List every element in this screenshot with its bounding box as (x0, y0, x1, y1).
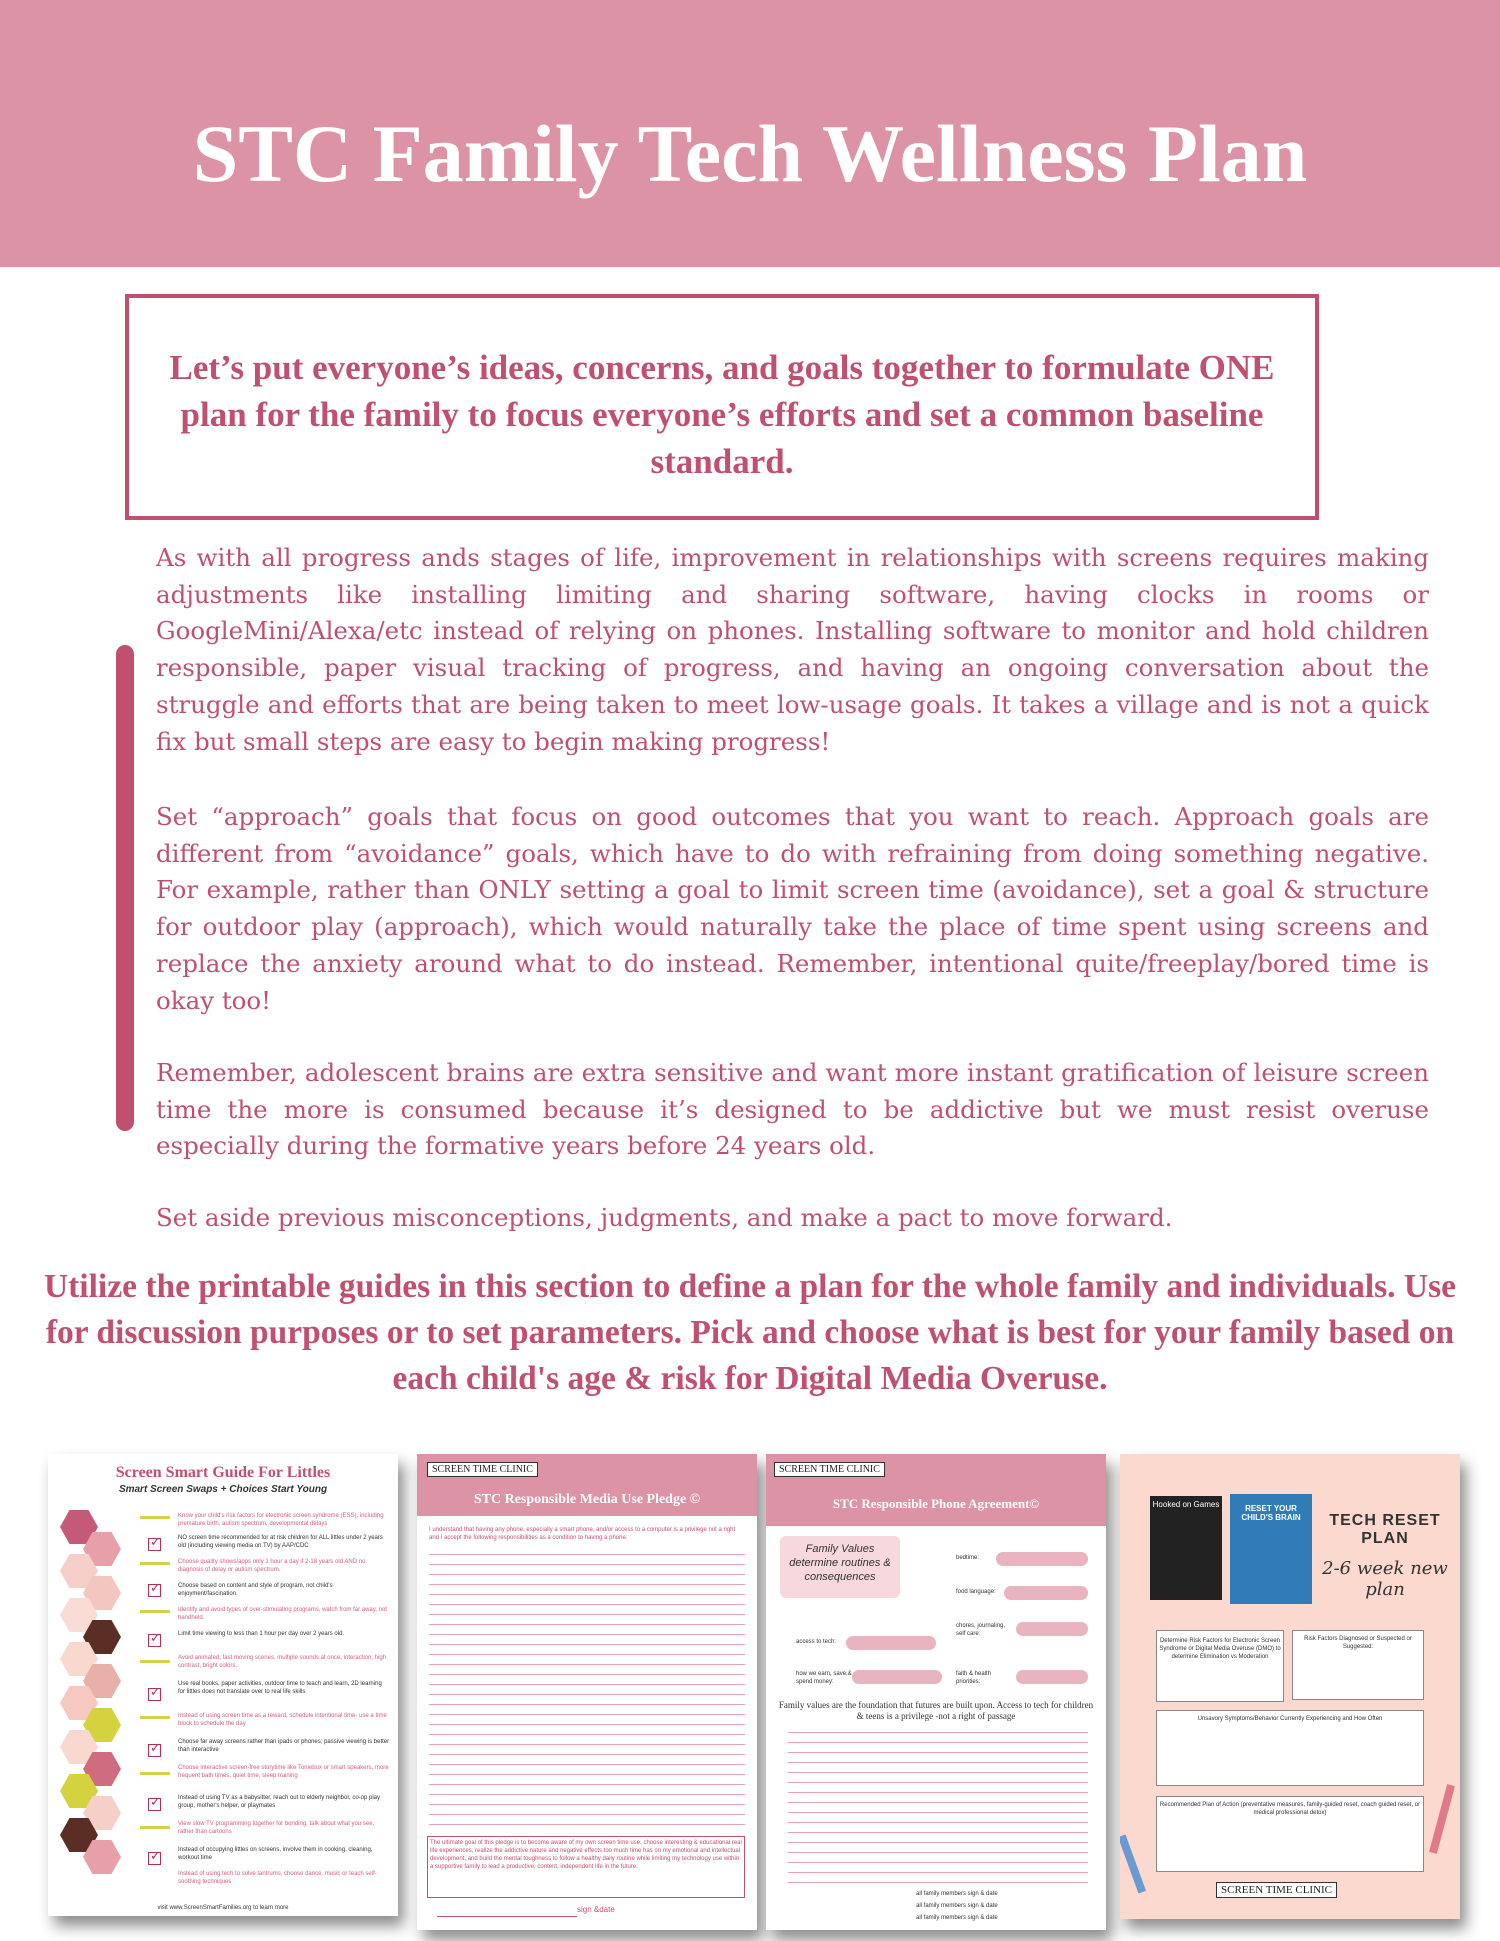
text-line (788, 1832, 1088, 1833)
book-cover-hooked-on-games (1150, 1496, 1222, 1600)
agreement-heading: Family values are the foundation that futures are built upon. Access to tech for children & teens is a privilege -not a right of passage (778, 1700, 1094, 1721)
text-line (429, 1774, 745, 1775)
page-title: STC Family Tech Wellness Plan (192, 108, 1308, 199)
signoff: all family members sign & date (916, 1903, 998, 1909)
text-line (429, 1724, 745, 1725)
reset-plan-title: TECH RESET PLAN (1329, 1512, 1441, 1547)
logo: SCREEN TIME CLINIC (427, 1462, 538, 1477)
text-line (788, 1852, 1088, 1853)
field-label: chores, journaling, self care: (956, 1623, 1006, 1637)
book-1-title: Hooked on Games (1152, 1500, 1220, 1509)
signoff: all family members sign & date (916, 1891, 998, 1897)
guide-line: Choose far away screens rather than ipads or phones; passive viewing is better than interactive (178, 1739, 390, 1753)
symptoms-box: Unsavory Symptoms/Behavior Currently Experiencing and How Often (1156, 1710, 1424, 1786)
arrow-icon (140, 1516, 170, 1519)
pledge-signature: sign &date (577, 1905, 615, 1914)
action-plan-box: Recommended Plan of Action (preventative measures, family-guided reset, coach guided reset, or medical professional detox) (1156, 1796, 1424, 1872)
checkbox-icon (148, 1634, 161, 1647)
arrow-icon (140, 1716, 170, 1719)
intro-box (125, 294, 1319, 520)
text-line (429, 1594, 745, 1595)
thumbnail-phone-agreement[interactable] (766, 1454, 1106, 1930)
text-line (429, 1814, 745, 1815)
checkbox-icon (148, 1798, 161, 1811)
field-value (846, 1636, 936, 1650)
checkbox-icon (148, 1584, 161, 1597)
thumbnail-screen-smart-guide[interactable] (48, 1454, 398, 1916)
text-line (429, 1574, 745, 1575)
guide-line: Use real books, paper activities, outdoor time to teach and learn, 2D learning for littles does not translate over to real life skills (178, 1681, 382, 1695)
thumbnail-media-pledge[interactable] (417, 1454, 757, 1930)
diagnosed-box: Risk Factors Diagnosed or Suspected or Suggested: (1292, 1630, 1424, 1700)
text-line (788, 1732, 1088, 1733)
call-to-action: Utilize the printable guides in this section to define a plan for the whole family and individuals. Use for discussion purposes or to set parameters. Pick and choose what is best for your family based on each child's age & risk for Digital Media Overuse. (43, 1268, 1457, 1397)
arrow-icon (140, 1826, 170, 1829)
text-line (429, 1754, 745, 1755)
thumbnail-tech-reset-plan[interactable] (1120, 1454, 1460, 1919)
arrow-icon (140, 1660, 170, 1663)
text-line (788, 1802, 1088, 1803)
text-line (788, 1742, 1088, 1743)
text-line (429, 1744, 745, 1745)
text-line (788, 1822, 1088, 1823)
guide-line: Choose interactive screen-free storytime like Toniebox or smart speakers, more frequent bath times, quiet time, sleep training (178, 1765, 389, 1779)
text-line (429, 1634, 745, 1635)
body-paragraph-2: Set “approach” goals that focus on good outcomes that you want to reach. Approach goals are different from “avoidance” goals, which have to do with refraining from doing something negative. For example, rather than ONLY setting a goal to limit screen time (avoidance), set a goal & structure for outdoor play (approach), which would naturally take the place of time spent using screens and replace the anxiety around what to do instead. Remember, intentional quite/freeplay/bored time is okay too! (156, 802, 1429, 1015)
guide-line: Identify and avoid types of over-stimulating programs, watch from far away, not handheld. (178, 1607, 387, 1621)
text-line (429, 1554, 745, 1555)
field-label: bedtime: (956, 1555, 980, 1561)
risk-factor-box: Determine Risk Factors for Electronic Screen Syndrome or Digital Media Overuse (DMO) to determine Elimination vs Moderation (1156, 1630, 1284, 1702)
text-line (429, 1604, 745, 1605)
family-values-note: Family Values determine routines & consequences (780, 1536, 900, 1598)
pledge-intro: I understand that having any phone, especially a smart phone, and/or access to a computer is a privilege not a right and I accept the following responsibilities as a condition to having a phone: (429, 1527, 736, 1541)
guide-footer: visit www.ScreenSmartFamilies.org to learn more (157, 1905, 289, 1911)
pencil-icon (1429, 1784, 1455, 1854)
pencil-icon (1120, 1834, 1146, 1893)
text-line (429, 1714, 745, 1715)
guide-line: Limit time viewing to less than 1 hour per day over 2 years old. (178, 1631, 345, 1637)
text-line (788, 1842, 1088, 1843)
text-line (429, 1784, 745, 1785)
field-label: how we earn, save,& spend money: (796, 1671, 852, 1685)
text-line (429, 1624, 745, 1625)
arrow-icon (140, 1610, 170, 1613)
text-line (429, 1794, 745, 1795)
guide-line: Choose based on content and style of program, not child's enjoyment/fascination. (178, 1583, 333, 1597)
accent-bar (116, 645, 134, 1131)
guide-line: Know your child's risk factors for electronic screen syndrome (ESS), including premature birth, autism spectrum, developmental delays (178, 1513, 384, 1527)
field-value (996, 1552, 1088, 1566)
text-line (788, 1862, 1088, 1863)
text-line (429, 1584, 745, 1585)
pledge-title: STC Responsible Media Use Pledge © (473, 1492, 701, 1507)
body-paragraph-1: As with all progress ands stages of life, improvement in relationships with screens requires making adjustments like installing limiting and sharing software, having clocks in rooms or GoogleMini/Alexa/etc instead of relying on phones. Installing software to monitor and hold children responsible, paper visual tracking of progress, and having an ongoing conversation about the struggle and efforts that are being taken to meet low-usage goals. It takes a village and is not a quick fix but small steps are easy to begin making progress! (156, 543, 1429, 756)
guide-line: Instead of using TV as a babysitter, reach out to elderly neighbor, co-op play group, mother's helper, or playmates (178, 1795, 381, 1809)
text-line (429, 1704, 745, 1705)
text-line (788, 1792, 1088, 1793)
field-label: faith & health priorities: (956, 1671, 992, 1685)
guide-line: Choose quality shows/apps only 1 hour a day if 2-18 years old AND no diagnosis of delay or autism spectrum. (178, 1559, 366, 1573)
logo: SCREEN TIME CLINIC (1216, 1882, 1337, 1898)
guide-line: Instead of occupying littles on screens, involve them in cooking, cleaning, workout time (178, 1847, 373, 1861)
field-label: access to tech: (796, 1639, 837, 1645)
arrow-icon (140, 1562, 170, 1565)
text-line (429, 1564, 745, 1565)
guide-line: View slow TV programming together for bonding, talk about what you see, rather than cartoons (178, 1821, 375, 1835)
guide-line: Instead of using screen time as a reward, schedule intentional time- use a time block to schedule the day (178, 1713, 387, 1727)
text-line (788, 1872, 1088, 1873)
text-line (788, 1752, 1088, 1753)
book-cover-reset-your-childs-brain (1230, 1494, 1312, 1604)
text-line (788, 1762, 1088, 1763)
body-paragraph-4: Set aside previous misconceptions, judgments, and make a pact to move forward. (156, 1203, 1173, 1232)
arrow-icon (140, 1772, 170, 1775)
checkbox-icon (148, 1688, 161, 1701)
thumbnail-1-title: Screen Smart Guide For Littles (115, 1464, 331, 1481)
text-line (429, 1654, 745, 1655)
checkbox-icon (148, 1744, 161, 1757)
text-line (788, 1812, 1088, 1813)
signoff: all family members sign & date (916, 1915, 998, 1921)
field-value (1004, 1586, 1088, 1600)
text-line (429, 1614, 745, 1615)
checkbox-icon (148, 1852, 161, 1865)
field-label: food language: (956, 1589, 996, 1595)
text-line (429, 1804, 745, 1805)
text-line (429, 1824, 745, 1825)
header-banner (0, 0, 1500, 267)
body-paragraph-3: Remember, adolescent brains are extra sensitive and want more instant gratification of leisure screen time the more is consumed because it’s designed to be addictive but we must resist overuse especially during the formative years before 24 years old. (156, 1058, 1429, 1161)
intro-text: Let’s put everyone’s ideas, concerns, and goals together to formulate ONE plan for the family to focus everyone’s efforts and set a common baseline standard. (169, 348, 1275, 481)
text-line (788, 1882, 1088, 1883)
field-value (852, 1670, 942, 1684)
guide-line: Instead of using tech to solve tantrums, choose dance, music or teach self-soothing techniques (178, 1871, 377, 1885)
text-line (429, 1764, 745, 1765)
logo: SCREEN TIME CLINIC (774, 1462, 885, 1477)
text-line (788, 1782, 1088, 1783)
guide-line: Avoid animated, fast moving scenes, multiple sounds at once, interaction, high contrast, bright colors. (178, 1655, 387, 1669)
text-line (429, 1734, 745, 1735)
reset-plan-script: 2-6 week new plan (1322, 1558, 1448, 1600)
text-line (429, 1684, 745, 1685)
text-line (788, 1772, 1088, 1773)
field-value (1016, 1622, 1088, 1636)
text-line (429, 1694, 745, 1695)
guide-line: NO screen time recommended for at risk children for ALL littles under 2 years old (including viewing media on TV) by AAP/CDC (178, 1535, 383, 1549)
book-2-title: RESET YOUR CHILD'S BRAIN (1241, 1504, 1301, 1522)
field-value (1016, 1670, 1088, 1684)
thumbnail-1-subtitle: Smart Screen Swaps + Choices Start Young (118, 1484, 328, 1495)
signature-line (437, 1916, 577, 1917)
pledge-closing: The ultimate goal of this pledge is to become aware of my own screen time use, choose interesting & educational real life experiences, realize the addictive nature and negative effects too much time has on my emotional and intellectual development, and build the mental toughness to follow a healthy daily routine while limiting my technology use within a supportive family to lead a productive, content, independent life in the future. (427, 1836, 745, 1898)
text-line (429, 1674, 745, 1675)
text-line (429, 1644, 745, 1645)
text-line (429, 1664, 745, 1665)
agreement-title: STC Responsible Phone Agreement© (832, 1496, 1040, 1511)
checkbox-icon (148, 1538, 161, 1551)
